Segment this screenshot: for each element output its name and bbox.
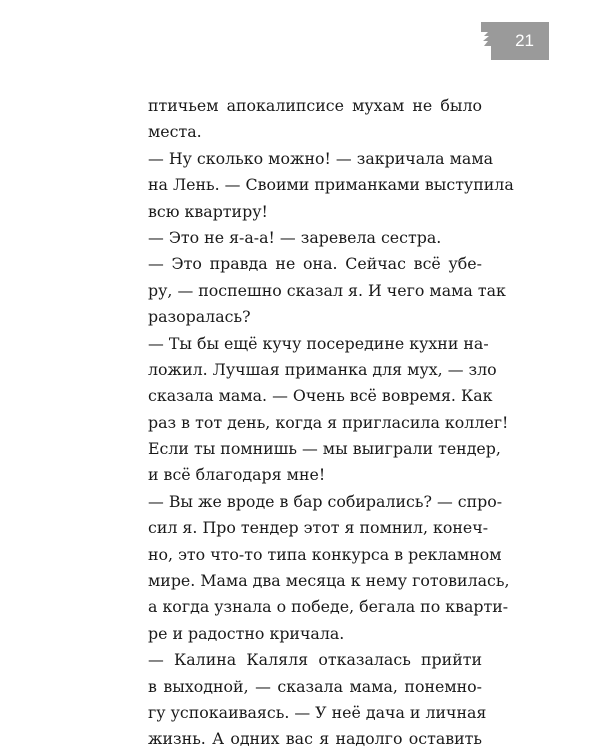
page-tab-notch-icon	[481, 22, 491, 60]
text-line: но, это что-то типа конкурса в рекламном	[148, 544, 502, 564]
text-line: — Калина Каляля отказалась прийти	[148, 650, 482, 670]
paragraph	[148, 93, 482, 146]
paragraph	[148, 251, 506, 330]
text-line: а когда узнала о победе, бегала по кварти-	[148, 597, 509, 617]
text-line: мире. Мама два месяца к нему готовилась,	[148, 571, 510, 591]
paragraph	[148, 331, 509, 489]
text-line: — Ты бы ещё кучу посередине кухни на-	[148, 333, 489, 353]
paragraph	[148, 489, 510, 647]
text-line: — Ну сколько можно! — закричала мама	[148, 148, 494, 168]
text-line: — Это правда не она. Сейчас всё убе-	[148, 254, 482, 274]
text-line: — Это не я-а-а! — заревела сестра.	[148, 227, 442, 247]
body-text	[148, 93, 514, 753]
text-line: — Вы же вроде в бар собирались? — спро-	[148, 491, 503, 511]
text-line: в выходной, — сказала мама, понемно-	[148, 676, 482, 696]
paragraph	[148, 225, 482, 251]
text-line: разоралась?	[148, 307, 251, 327]
text-line: раз в тот день, когда я пригласила коллег!	[148, 412, 509, 432]
text-line: сказала мама. — Очень всё вовремя. Как	[148, 386, 493, 406]
text-line: жизнь. А одних вас я надолго оставить	[148, 729, 482, 749]
text-line: ре и радостно кричала.	[148, 623, 345, 643]
text-line: сил я. Про тендер этот я помнил, конеч-	[148, 518, 489, 538]
paragraph	[148, 146, 514, 225]
text-line: всю квартиру!	[148, 201, 268, 221]
text-line: птичьем апокалипсисе мухам не было	[148, 96, 482, 115]
text-line: гу успокаиваясь. — У неё дача и личная	[148, 702, 487, 722]
paragraph	[148, 647, 487, 753]
text-line: Если ты помнишь — мы выиграли тендер,	[148, 439, 501, 459]
text-line: и всё благодаря мне!	[148, 465, 326, 485]
text-line: ложил. Лучшая приманка для мух, — зло	[148, 359, 497, 379]
text-line: ру, — поспешно сказал я. И чего мама так	[148, 280, 506, 300]
page-number: 21	[515, 31, 534, 50]
page-number-tab	[481, 22, 549, 60]
text-line: на Лень. — Своими приманками выступила	[148, 175, 514, 195]
text-line: места.	[148, 122, 202, 142]
